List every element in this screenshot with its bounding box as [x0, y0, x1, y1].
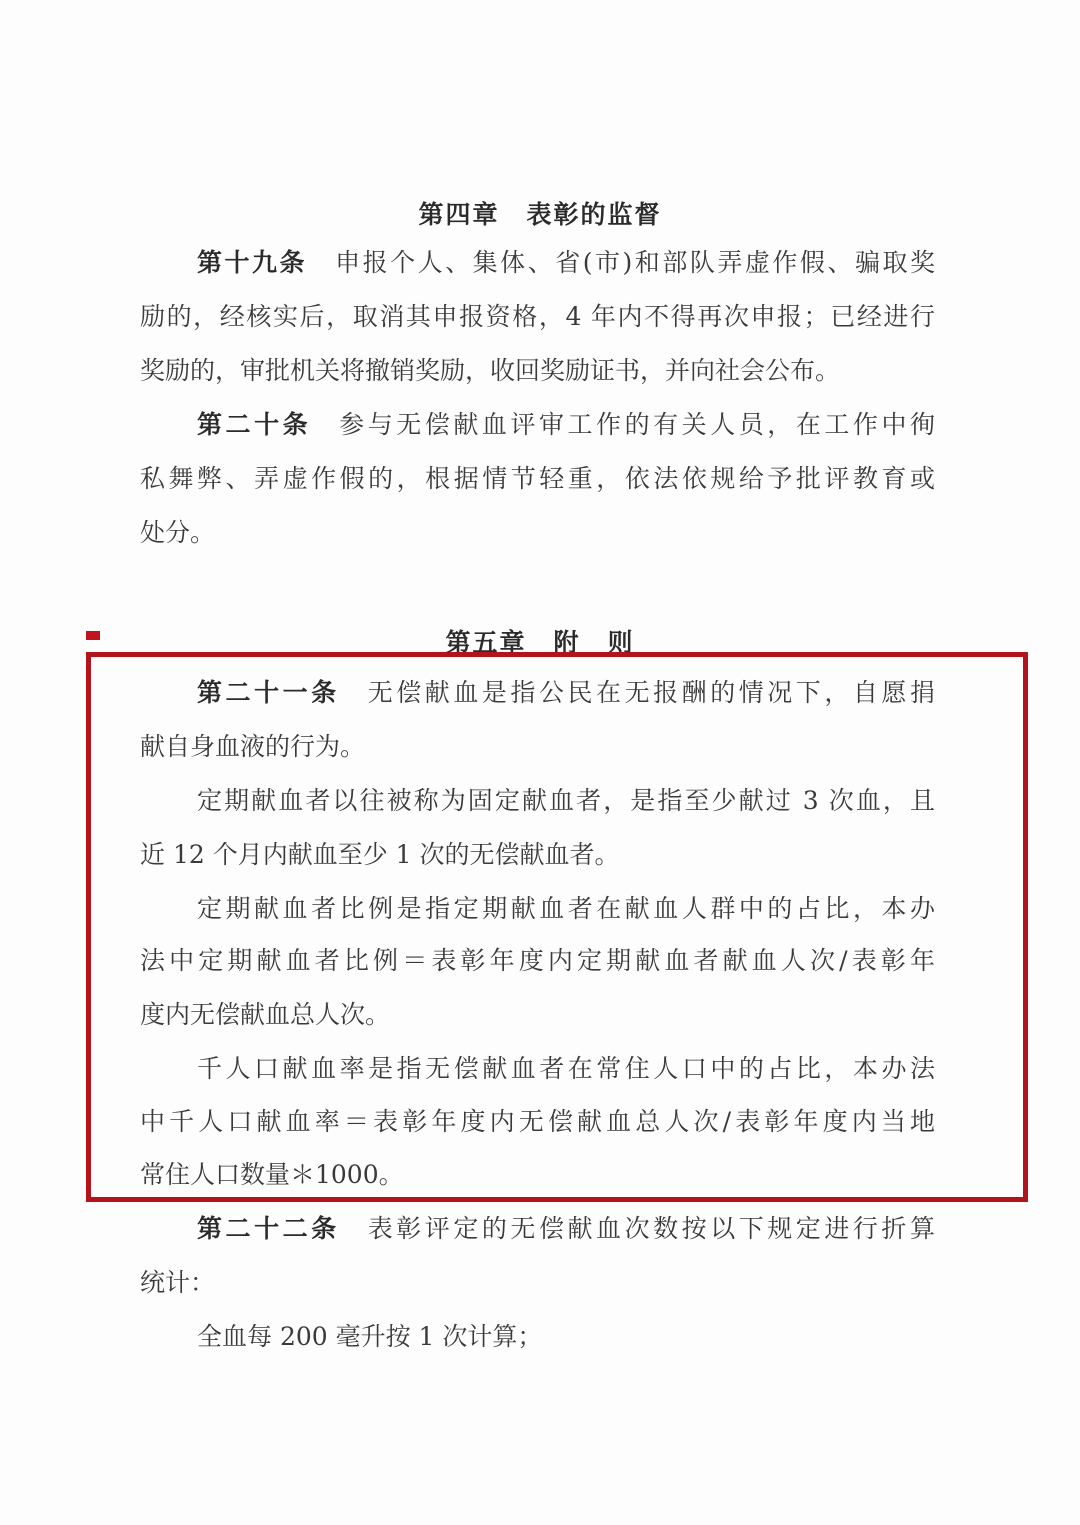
article-19-line-1 [197, 248, 935, 278]
article-21-p1-line-1 [197, 678, 935, 708]
article-19-line-2: 励的，经核实后，取消其申报资格，4 年内不得再次申报；已经进行 [140, 302, 935, 331]
article-21-label: 第二十一条 [197, 678, 340, 707]
article-21-p2-line-2: 近 12 个月内献血至少 1 次的无偿献血者。 [140, 840, 620, 869]
chapter-4-title: 第四章 表彰的监督 [418, 200, 662, 229]
article-22-label: 第二十二条 [197, 1214, 340, 1243]
article-21-p4-line-3: 常住人口数量＊1000。 [140, 1160, 404, 1189]
article-19-line-3: 奖励的，审批机关将撤销奖励，收回奖励证书，并向社会公布。 [140, 356, 841, 385]
article-20-label: 第二十条 [197, 410, 312, 439]
article-21-p3-line-2: 法中定期献血者比例＝表彰年度内定期献血者献血人次/表彰年 [140, 946, 935, 975]
chapter-5-title: 第五章 附 则 [445, 628, 635, 657]
article-20-text-1: 参与无偿献血评审工作的有关人员，在工作中徇 [339, 410, 935, 439]
article-21-p1-text-1: 无偿献血是指公民在无报酬的情况下，自愿捐 [367, 678, 935, 707]
article-19-label: 第十九条 [197, 248, 308, 277]
article-22-text-1: 表彰评定的无偿献血次数按以下规定进行折算 [367, 1214, 935, 1243]
article-22-line-2: 统计： [140, 1268, 216, 1297]
article-21-p4-line-1: 千人口献血率是指无偿献血者在常住人口中的占比，本办法 [197, 1054, 935, 1083]
article-20-line-3: 处分。 [140, 518, 216, 547]
article-22-line-3: 全血每 200 毫升按 1 次计算； [197, 1322, 543, 1351]
article-20-line-1 [197, 410, 935, 440]
article-21-p2-line-1: 定期献血者以往被称为固定献血者，是指至少献过 3 次血，且 [197, 786, 935, 815]
article-21-p4-line-2: 中千人口献血率＝表彰年度内无偿献血总人次/表彰年度内当地 [140, 1107, 935, 1136]
article-21-p1-line-2: 献自身血液的行为。 [140, 732, 366, 761]
article-22-line-1 [197, 1214, 935, 1244]
article-19-text-1: 申报个人、集体、省(市)和部队弄虚作假、骗取奖 [335, 248, 935, 277]
article-20-line-2: 私舞弊、弄虚作假的，根据情节轻重，依法依规给予批评教育或 [140, 464, 935, 493]
article-21-p3-line-1: 定期献血者比例是指定期献血者在献血人群中的占比，本办 [197, 894, 935, 923]
article-21-p3-line-3: 度内无偿献血总人次。 [140, 1000, 391, 1029]
